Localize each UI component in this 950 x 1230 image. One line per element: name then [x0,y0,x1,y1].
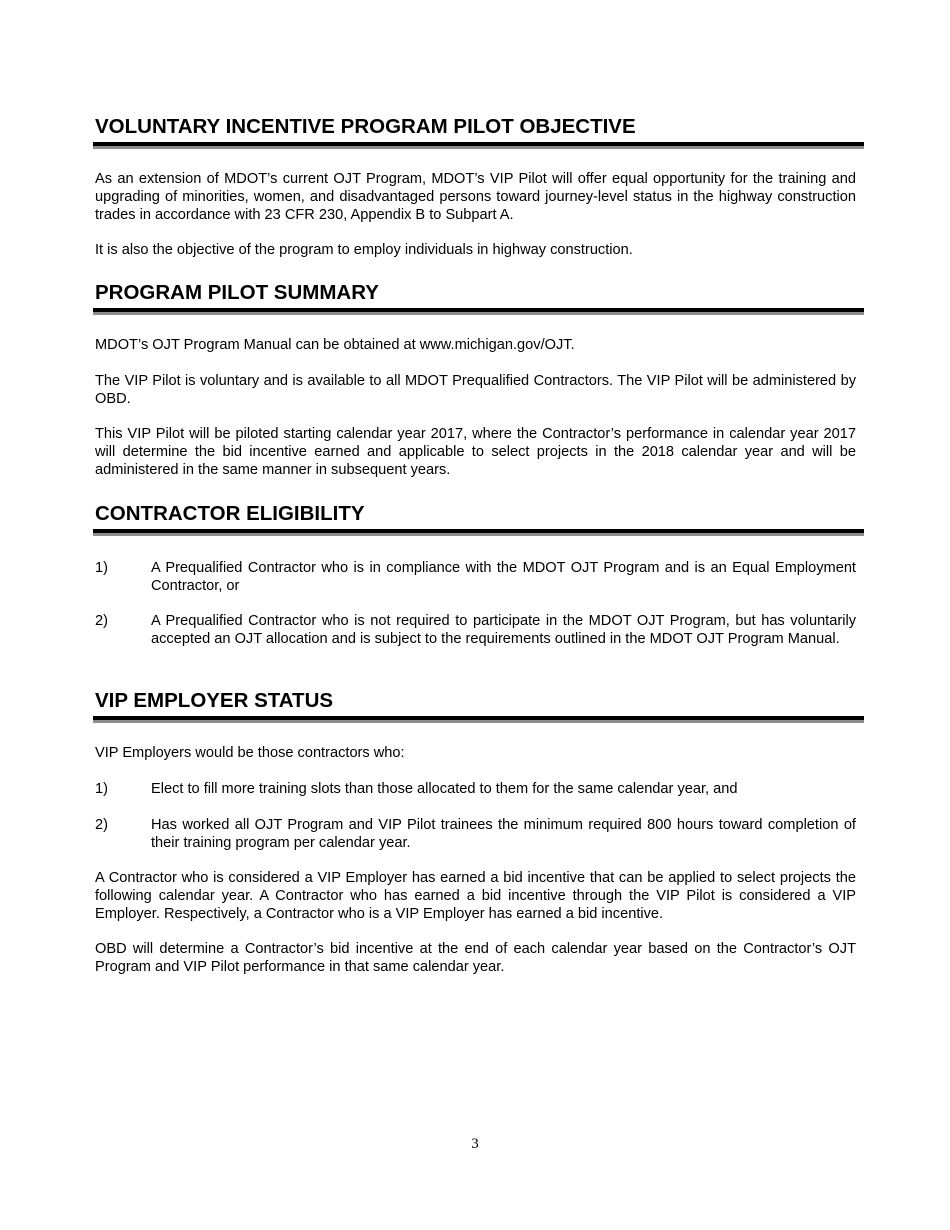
paragraph: A Contractor who is considered a VIP Employer has earned a bid incentive that can be applied to select projects the following calendar year. A Contractor who has earned a bid incentive through the VIP Pilot is considered a VIP Employer. Respectively, a Contractor who is a VIP Employer has earned a bid incentive. [95,870,856,922]
paragraph: VIP Employers would be those contractors who: [95,745,405,761]
list-item-number: 1) [95,560,108,576]
paragraph: MDOT’s OJT Program Manual can be obtained at www.michigan.gov/OJT. [95,337,575,353]
paragraph: As an extension of MDOT’s current OJT Program, MDOT’s VIP Pilot will offer equal opportunity for the training and upgrading of minorities, women, and disadvantaged persons toward journey-level status in the highway construction trades in accordance with 23 CFR 230, Appendix B to Subpart A. [95,171,856,223]
paragraph: The VIP Pilot is voluntary and is available to all MDOT Prequalified Contractors. The VIP Pilot will be administered by OBD. [95,373,856,407]
list-item-text: Elect to fill more training slots than those allocated to them for the same calendar year, and [151,781,738,797]
list-item-text: A Prequalified Contractor who is not required to participate in the MDOT OJT Program, but has voluntarily accepted an OJT allocation and is subject to the requirements outlined in the MDOT OJT Program Manual. [151,613,856,647]
section-heading: VOLUNTARY INCENTIVE PROGRAM PILOT OBJECTIVE [95,115,636,138]
heading-rule [93,716,864,723]
list-item-text: A Prequalified Contractor who is in compliance with the MDOT OJT Program and is an Equal Employment Contractor, or [151,560,856,594]
list-item-number: 2) [95,613,108,629]
heading-rule [93,308,864,315]
section-objective [95,115,856,149]
list-item-number: 2) [95,817,108,833]
section-summary [95,281,856,315]
heading-rule [93,529,864,536]
paragraph: This VIP Pilot will be piloted starting calendar year 2017, where the Contractor’s performance in calendar year 2017 will determine the bid incentive earned and applicable to select projects in the 2018 calendar year and will be administered in the same manner in subsequent years. [95,426,856,478]
paragraph: OBD will determine a Contractor’s bid incentive at the end of each calendar year based on the Contractor’s OJT Program and VIP Pilot performance in that same calendar year. [95,941,856,975]
section-employer-status [95,689,856,723]
section-heading: VIP EMPLOYER STATUS [95,689,334,712]
heading-rule [93,142,864,149]
section-heading: CONTRACTOR ELIGIBILITY [95,502,365,525]
list-item-text: Has worked all OJT Program and VIP Pilot trainees the minimum required 800 hours toward completion of their training program per calendar year. [151,817,856,851]
section-eligibility [95,502,856,536]
section-heading: PROGRAM PILOT SUMMARY [95,281,379,304]
list-item-number: 1) [95,781,108,797]
paragraph: It is also the objective of the program to employ individuals in highway construction. [95,242,633,258]
page-number: 3 [471,1136,479,1152]
